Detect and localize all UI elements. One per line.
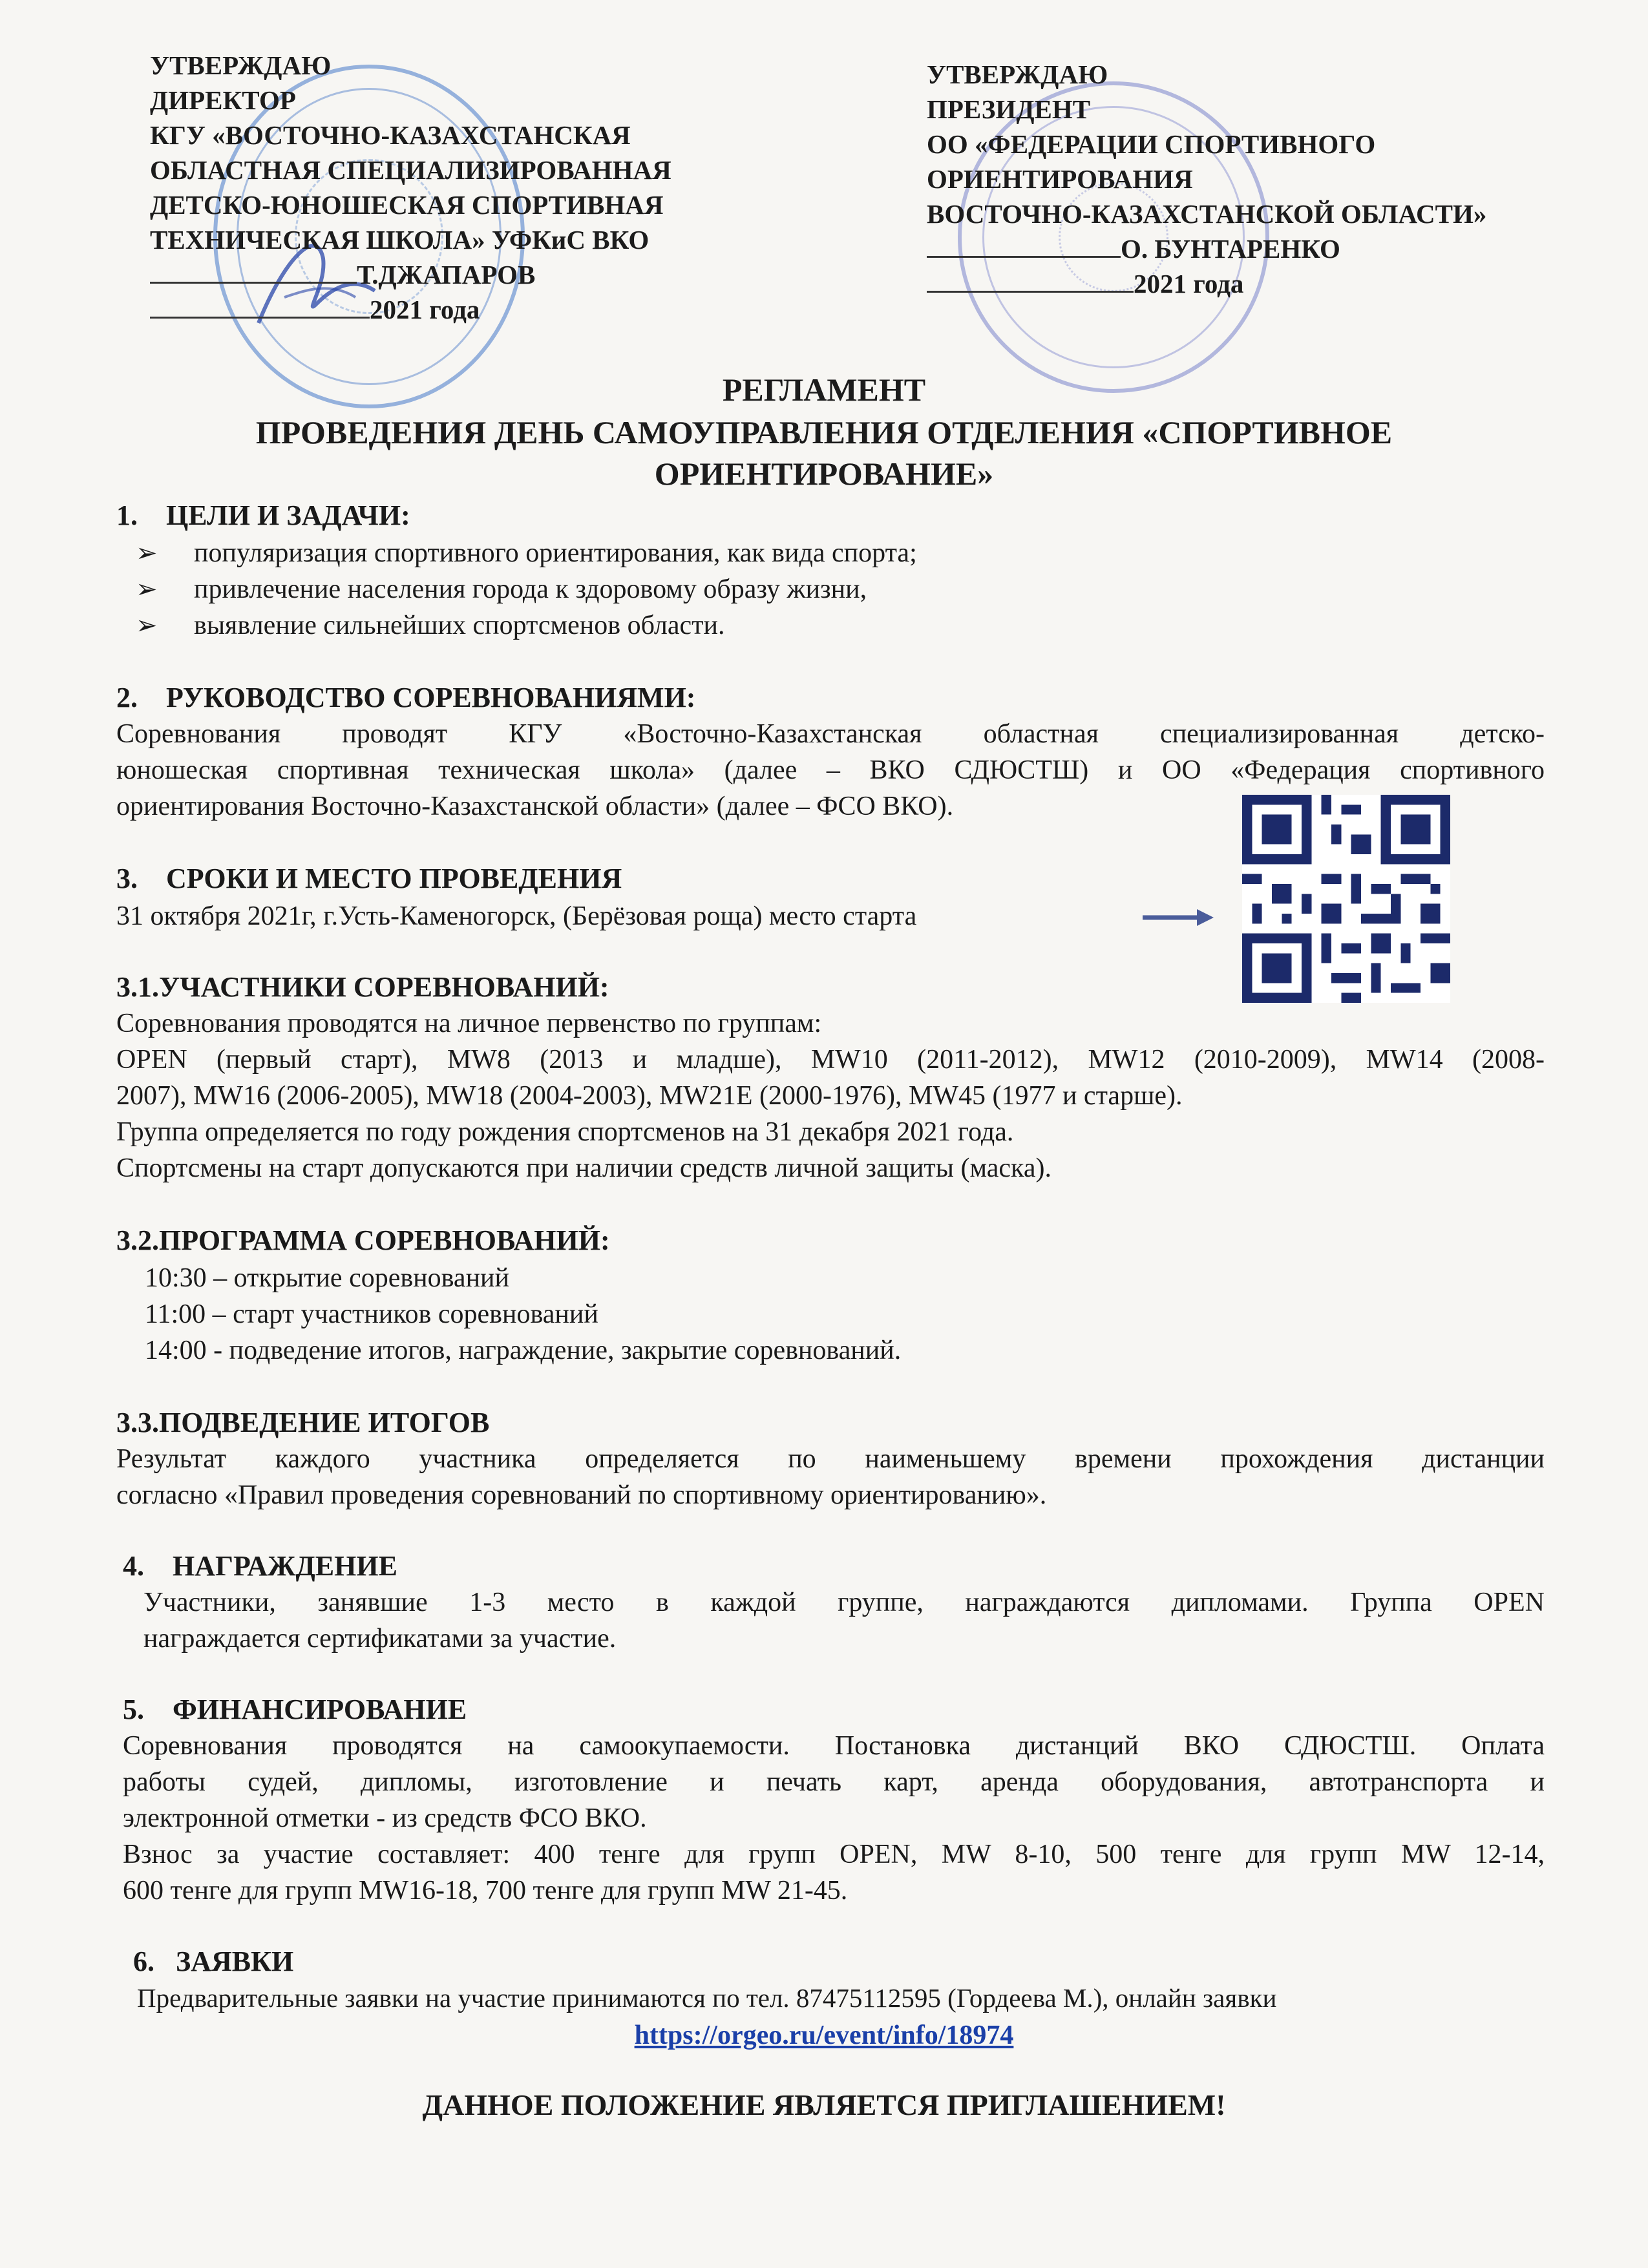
section-3-number: 3. (116, 863, 138, 894)
program-item: 11:00 – старт участников соревнований (145, 1299, 598, 1329)
section-3-3-line1: Результат каждого участника определяется по наименьшему времени прохождения дистанции (116, 1444, 1545, 1474)
section-3-1-line2: OPEN (первый старт), MW8 (2013 и младше), MW10 (2011-2012), MW12 (2010-2009), MW14 (2008- (116, 1045, 1545, 1075)
registration-link-row (0, 2016, 1648, 2055)
section-3-1-line1: Соревнования проводятся на личное первенство по группам: (116, 1009, 822, 1038)
program-item: 10:30 – открытие соревнований (145, 1263, 510, 1293)
section-3-1-line4: Группа определяется по году рождения спортсменов на 31 декабря 2021 года. (116, 1117, 1014, 1147)
section-2-line1: Соревнования проводят КГУ «Восточно-Казахстанская областная специализированная детско- (116, 719, 1545, 749)
section-3-1-line3: 2007), MW16 (2006-2005), MW18 (2004-2003), MW21E (2000-1976), MW45 (1977 и старше). (116, 1081, 1183, 1111)
section-4-number: 4. (123, 1550, 144, 1582)
section-6-heading (133, 1944, 293, 1980)
approval-left-line3: КГУ «ВОСТОЧНО-КАЗАХСТАНСКАЯ (150, 120, 631, 150)
section-4-line2: награждается сертификатами за участие. (143, 1624, 617, 1654)
section-3-2-heading: 3.2.ПРОГРАММА СОРЕВНОВАНИЙ: (116, 1224, 610, 1256)
section-5-title: ФИНАНСИРОВАНИЕ (173, 1694, 467, 1725)
section-3-1-line5: Спортсмены на старт допускаются при наличии средств личной защиты (маска). (116, 1153, 1051, 1183)
section-2-title: РУКОВОДСТВО СОРЕВНОВАНИЯМИ: (166, 682, 696, 713)
section-3-title: СРОКИ И МЕСТО ПРОВЕДЕНИЯ (166, 863, 622, 894)
section-5-line1: Соревнования проводятся на самоокупаемости. Постановка дистанций ВКО СДЮСТШ. Оплата (123, 1731, 1545, 1761)
arrow-bullet-icon: ➢ (136, 611, 158, 640)
approval-left-line5: ДЕТСКО-ЮНОШЕСКАЯ СПОРТИВНАЯ (150, 190, 664, 220)
arrow-bullet-icon: ➢ (136, 574, 158, 604)
arrow-bullet-icon: ➢ (136, 538, 158, 567)
section-6-number: 6. (133, 1946, 154, 1977)
section-2-heading (116, 680, 695, 716)
section-2-line2: юношеская спортивная техническая школа» (далее – ВКО СДЮСТШ) и ОО «Федерация спортивного (116, 755, 1545, 785)
section-3-3-line2: согласно «Правил проведения соревнований по спортивному ориентированию». (116, 1480, 1047, 1510)
section-3-3-heading: 3.3.ПОДВЕДЕНИЕ ИТОГОВ (116, 1407, 490, 1438)
approval-left-name: Т.ДЖАПАРОВ (357, 260, 536, 289)
approval-left-line4: ОБЛАСТНАЯ СПЕЦИАЛИЗИРОВАННАЯ (150, 155, 671, 185)
approval-right-date-row (927, 266, 1486, 301)
date-line (927, 291, 1134, 293)
signature-line (927, 256, 1121, 258)
approval-right-name-row (927, 231, 1486, 266)
approval-left-line2: ДИРЕКТОР (150, 85, 296, 115)
closing-statement: ДАННОЕ ПОЛОЖЕНИЕ ЯВЛЯЕТСЯ ПРИГЛАШЕНИЕМ! (422, 2088, 1226, 2121)
approval-right-line5: ВОСТОЧНО-КАЗАХСТАНСКОЙ ОБЛАСТИ» (927, 199, 1487, 229)
approval-right-line1: УТВЕРЖДАЮ (927, 59, 1108, 89)
approval-right-line4: ОРИЕНТИРОВАНИЯ (927, 164, 1193, 194)
approval-right-name: О. БУНТАРЕНКО (1121, 234, 1340, 264)
section-4-line1: Участники, занявшие 1-3 место в каждой группе, награждаются дипломами. Группа OPEN (143, 1588, 1545, 1617)
approval-left-name-row (150, 257, 671, 292)
document-subtitle: ПРОВЕДЕНИЯ ДЕНЬ САМОУПРАВЛЕНИЯ ОТДЕЛЕНИЯ «СПОРТИВНОЕ (255, 414, 1393, 450)
approval-right-line2: ПРЕЗИДЕНТ (927, 94, 1091, 124)
section-5-number: 5. (123, 1694, 144, 1725)
section-6-title: ЗАЯВКИ (176, 1946, 294, 1977)
arrow-right-icon (1143, 908, 1214, 927)
section-4-heading (123, 1548, 397, 1584)
qr-code (1242, 795, 1450, 1003)
registration-link[interactable]: https://orgeo.ru/event/info/18974 (634, 2021, 1014, 2050)
list-item (136, 535, 917, 571)
section-5-line4: Взнос за участие составляет: 400 тенге для групп OPEN, MW 8-10, 500 тенге для групп MW 12-14, (123, 1840, 1545, 1869)
section-3-heading (116, 861, 622, 897)
section-5-line3: электронной отметки - из средств ФСО ВКО. (123, 1803, 647, 1833)
list-item (136, 607, 724, 644)
section-6-line1: Предварительные заявки на участие принимаются по тел. 87475112595 (Гордеева М.), онлайн заявки (137, 1983, 1277, 2013)
date-line (150, 317, 370, 319)
approval-left-line1: УТВЕРЖДАЮ (150, 50, 332, 80)
goal-text: популяризация спортивного ориентирования, как вида спорта; (194, 538, 917, 568)
section-2-number: 2. (116, 682, 138, 713)
section-4-title: НАГРАЖДЕНИЕ (173, 1550, 397, 1582)
document-title: РЕГЛАМЕНТ (722, 372, 926, 408)
approval-left-date-row (150, 292, 671, 327)
section-3-1-heading: 3.1.УЧАСТНИКИ СОРЕВНОВАНИЙ: (116, 971, 609, 1003)
section-5-line5: 600 тенге для групп MW16-18, 700 тенге для групп MW 21-45. (123, 1876, 848, 1906)
document-subtitle-cont: ОРИЕНТИРОВАНИЕ» (654, 456, 994, 492)
approval-block-director (150, 48, 671, 327)
signature-line (150, 282, 357, 284)
section-5-line2: работы судей, дипломы, изготовление и печать карт, аренда оборудования, автотранспорта и (123, 1767, 1545, 1797)
approval-left-line6: ТЕХНИЧЕСКАЯ ШКОЛА» УФКиС ВКО (150, 225, 650, 255)
approval-block-president (927, 57, 1486, 301)
section-1-heading (116, 498, 410, 534)
approval-left-date: 2021 года (370, 295, 480, 324)
list-item (136, 571, 867, 607)
approval-right-date: 2021 года (1134, 269, 1244, 299)
section-5-heading (123, 1692, 467, 1728)
goal-text: привлечение населения города к здоровому образу жизни, (194, 574, 867, 604)
section-2-line3: ориентирования Восточно-Казахстанской области» (далее – ФСО ВКО). (116, 792, 954, 821)
section-1-number: 1. (116, 499, 138, 531)
section-3-text: 31 октября 2021г, г.Усть-Каменогорск, (Берёзовая роща) место старта (116, 901, 917, 931)
approval-right-line3: ОО «ФЕДЕРАЦИИ СПОРТИВНОГО (927, 129, 1376, 159)
program-item: 14:00 - подведение итогов, награждение, закрытие соревнований. (145, 1336, 902, 1365)
goal-text: выявление сильнейших спортсменов области. (194, 611, 725, 640)
section-1-title: ЦЕЛИ И ЗАДАЧИ: (166, 499, 410, 531)
